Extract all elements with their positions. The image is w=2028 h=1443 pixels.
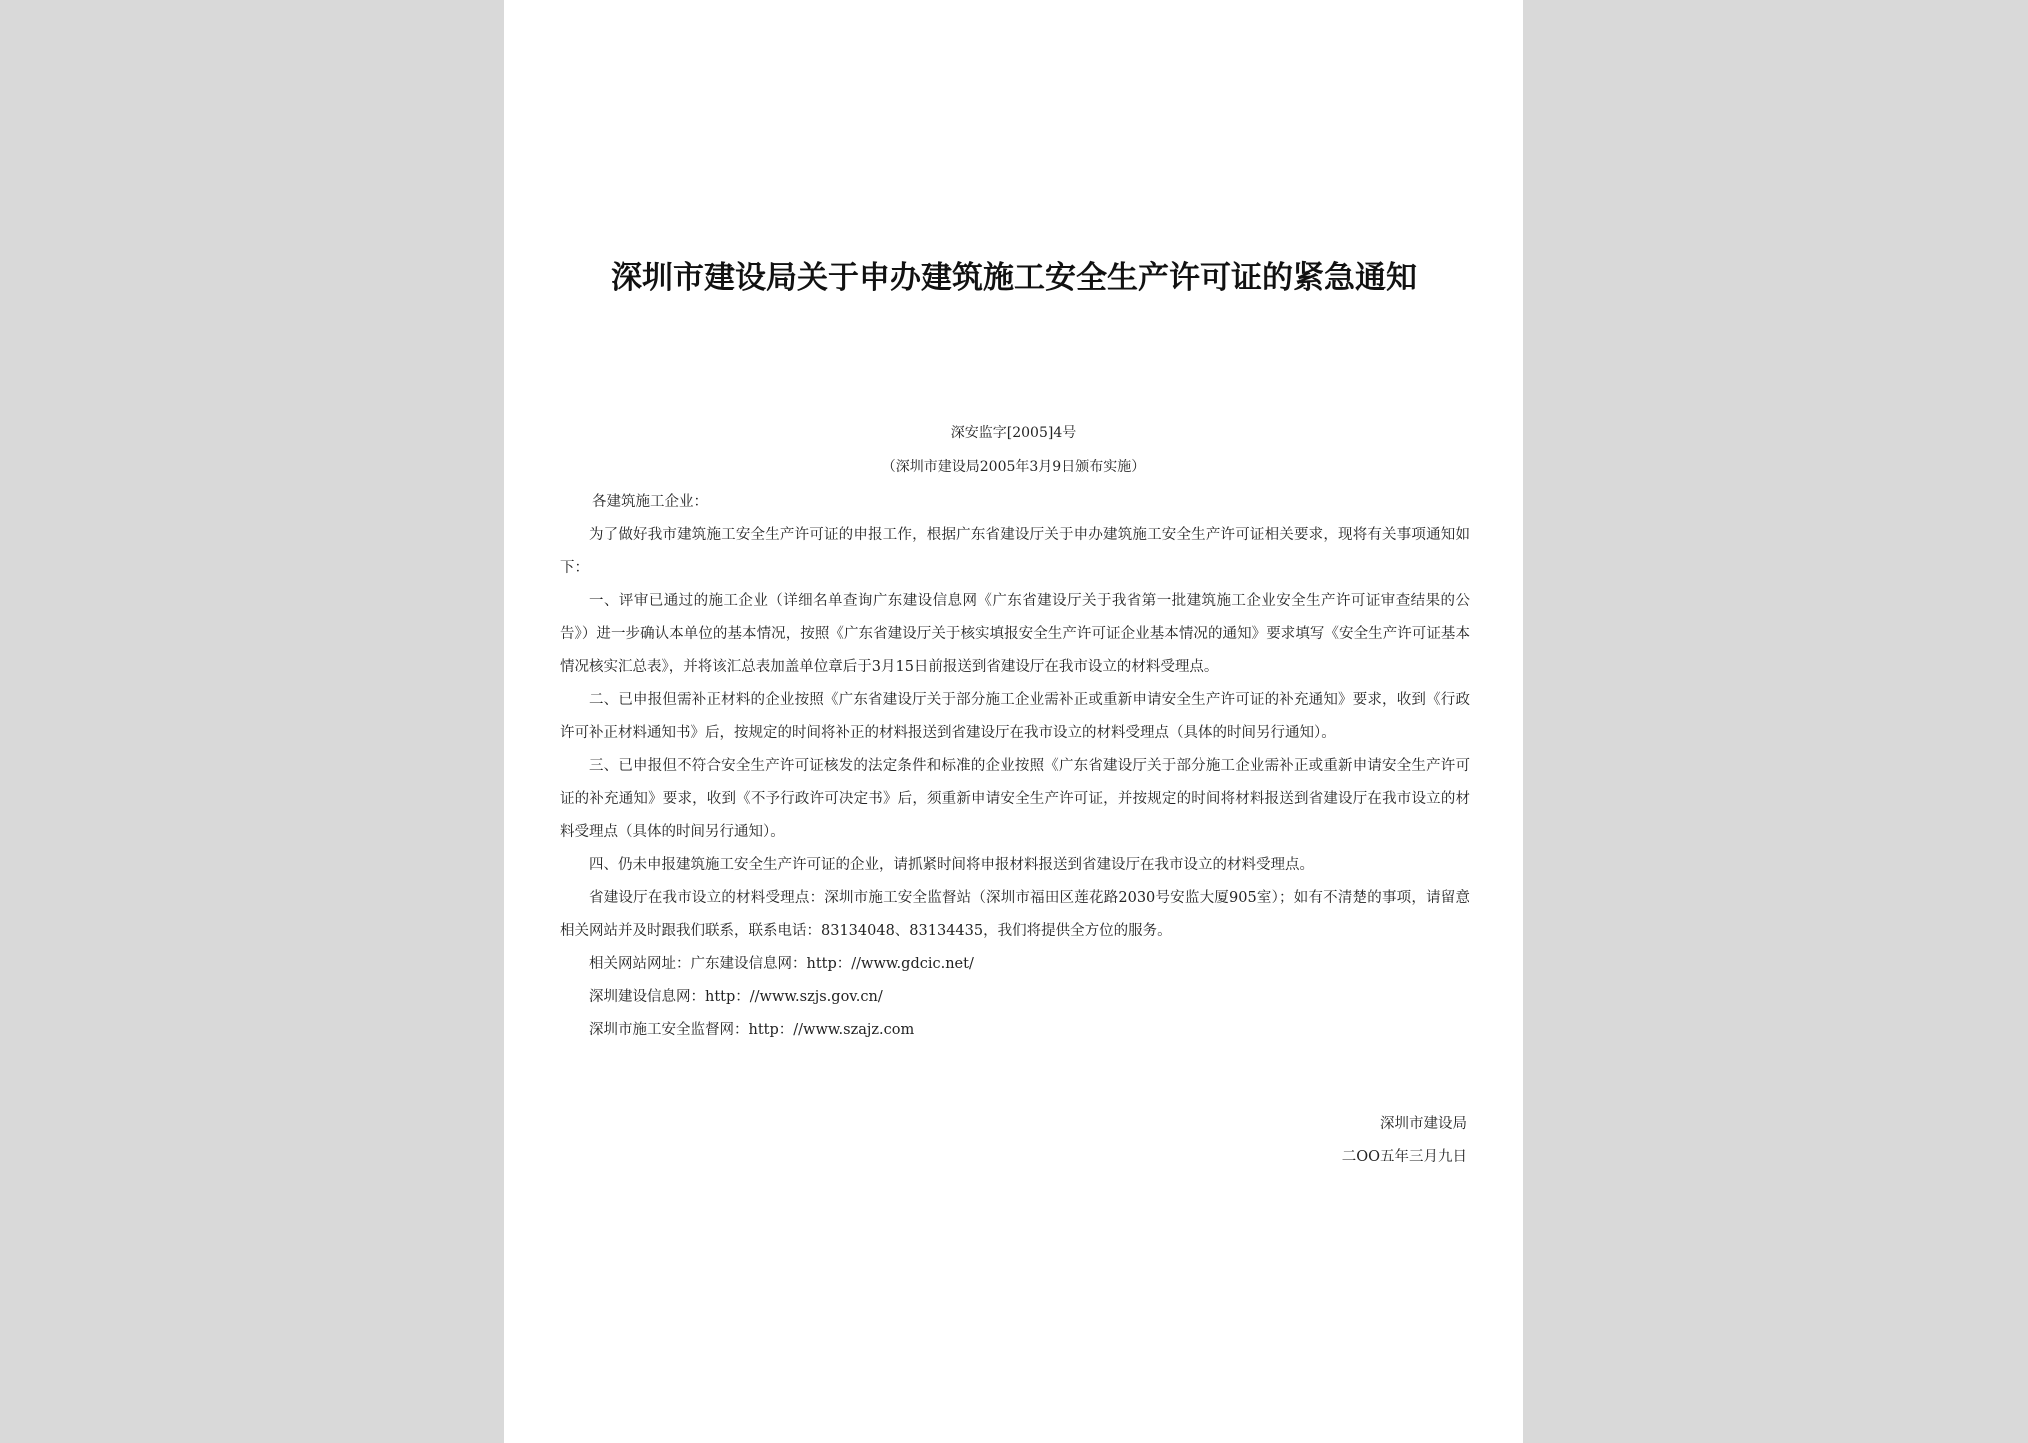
document-number: 深安监字[2005]4号	[950, 425, 1077, 441]
website-line-gdcic: 相关网站网址：广东建设信息网：http：//www.gdcic.net/	[589, 956, 974, 972]
website-line-szajz: 深圳市施工安全监督网：http：//www.szajz.com	[589, 1022, 915, 1038]
paragraph-intro: 为了做好我市建筑施工安全生产许可证的申报工作，根据广东省建设厅关于申办建筑施工安全生产许可证相关要求，现将有关事项通知如下：	[560, 527, 1470, 576]
issue-note: （深圳市建设局2005年3月9日颁布实施）	[881, 459, 1146, 475]
paragraph-contact: 省建设厅在我市设立的材料受理点：深圳市施工安全监督站（深圳市福田区莲花路2030号安监大厦905室）；如有不清楚的事项，请留意相关网站并及时跟我们联系，联系电话：83134048、83134435，我们将提供全方位的服务。	[560, 890, 1470, 939]
signature-block	[1342, 1108, 1467, 1174]
paragraph-item-1: 一、评审已通过的施工企业（详细名单查询广东建设信息网《广东省建设厅关于我省第一批建筑施工企业安全生产许可证审查结果的公告》）进一步确认本单位的基本情况，按照《广东省建设厅关于核实填报安全生产许可证企业基本情况的通知》要求填写《安全生产许可证基本情况核实汇总表》，并将该汇总表加盖单位章后于3月15日前报送到省建设厅在我市设立的材料受理点。	[560, 593, 1470, 675]
document-page	[504, 0, 1523, 1443]
paragraph-item-2: 二、已申报但需补正材料的企业按照《广东省建设厅关于部分施工企业需补正或重新申请安全生产许可证的补充通知》要求，收到《行政许可补正材料通知书》后，按规定的时间将补正的材料报送到省建设厅在我市设立的材料受理点（具体的时间另行通知）。	[560, 692, 1470, 741]
issue-date: 二OO五年三月九日	[1341, 1149, 1467, 1165]
paragraph-item-4: 四、仍未申报建筑施工安全生产许可证的企业，请抓紧时间将申报材料报送到省建设厅在我市设立的材料受理点。	[589, 857, 1314, 873]
document-body	[560, 486, 1470, 1047]
paragraph-item-3: 三、已申报但不符合安全生产许可证核发的法定条件和标准的企业按照《广东省建设厅关于部分施工企业需补正或重新申请安全生产许可证的补充通知》要求，收到《不予行政许可决定书》后，须重新申请安全生产许可证，并按规定的时间将材料报送到省建设厅在我市设立的材料受理点（具体的时间另行通知）。	[560, 758, 1470, 840]
issuer-name: 深圳市建设局	[1380, 1116, 1467, 1132]
website-line-szjs: 深圳建设信息网：http：//www.szjs.gov.cn/	[589, 989, 883, 1005]
document-title: 深圳市建设局关于申办建筑施工安全生产许可证的紧急通知	[611, 260, 1417, 296]
salutation: 各建筑施工企业：	[592, 494, 708, 510]
